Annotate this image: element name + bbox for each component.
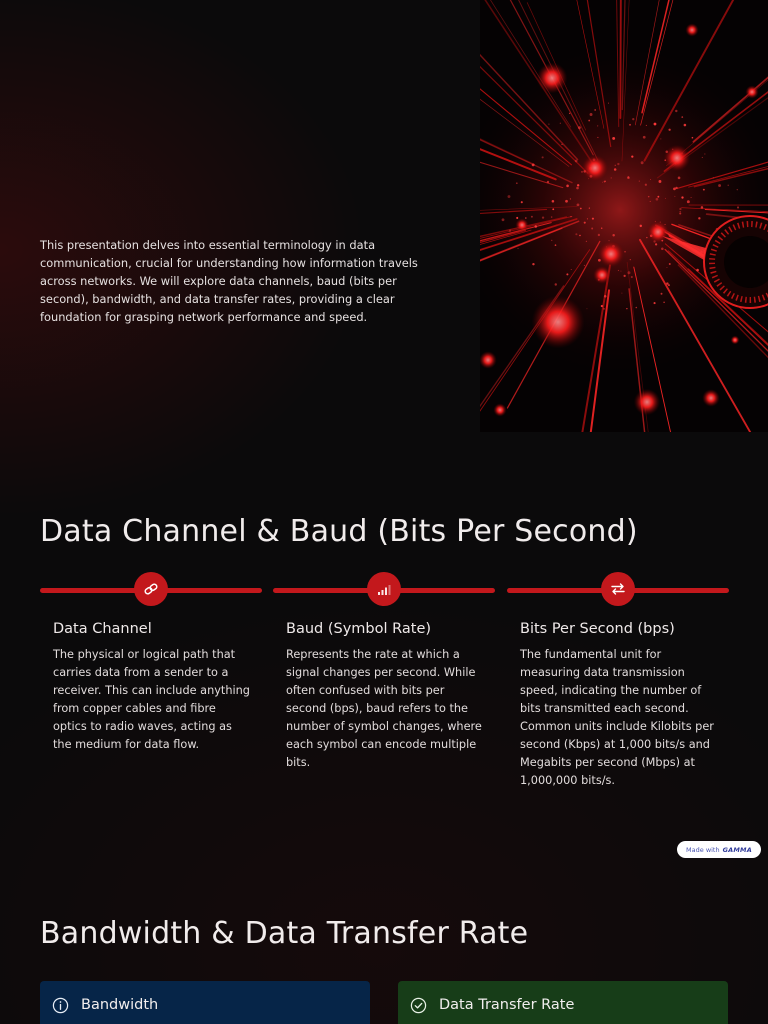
section-title-data-channel: Data Channel & Baud (Bits Per Second): [40, 514, 638, 549]
made-with-badge[interactable]: [677, 841, 761, 858]
concept-title: Bits Per Second (bps): [520, 621, 675, 637]
swap-arrows-icon: [601, 572, 635, 606]
signal-bars-icon: [367, 572, 401, 606]
check-circle-icon: [410, 997, 427, 1014]
card-title: Data Transfer Rate: [439, 997, 575, 1013]
card-title: Bandwidth: [81, 997, 159, 1013]
intro-paragraph: This presentation delves into essential terminology in data communication, crucial for understanding how information travels across networks. We will explore data channels, baud (bits per second), bandwidth, and data transfer rates, providing a clear foundation for grasping network performance and speed.: [40, 238, 418, 324]
data-burst-illustration: [480, 0, 768, 432]
concept-title: Data Channel: [53, 621, 152, 637]
card-data-transfer-rate: [398, 981, 728, 1024]
info-circle-icon: [52, 997, 69, 1014]
section-title-bandwidth: Bandwidth & Data Transfer Rate: [40, 916, 529, 951]
concept-description: The physical or logical path that carries data from a sender to a receiver. This can include anything from copper cables and fibre optics to radio waves, acting as the medium for data flow.: [53, 648, 250, 751]
brand-logo: GAMMA: [722, 845, 752, 854]
link-icon: [134, 572, 168, 606]
concept-description: Represents the rate at which a signal changes per second. While often confused with bits per second (bps), baud refers to the number of symbol changes, where each symbol can encode multiple bits.: [286, 648, 482, 769]
hero-image: [480, 0, 768, 432]
card-bandwidth: [40, 981, 370, 1024]
made-with-label: Made with: [686, 845, 720, 854]
concept-title: Baud (Symbol Rate): [286, 621, 432, 637]
concept-description: The fundamental unit for measuring data transmission speed, indicating the number of bits transmitted each second. Common units include Kilobits per second (Kbps) at 1,000 bits/s and Megabits per second (Mbps) at 1,000,000 bits/s.: [520, 648, 714, 787]
